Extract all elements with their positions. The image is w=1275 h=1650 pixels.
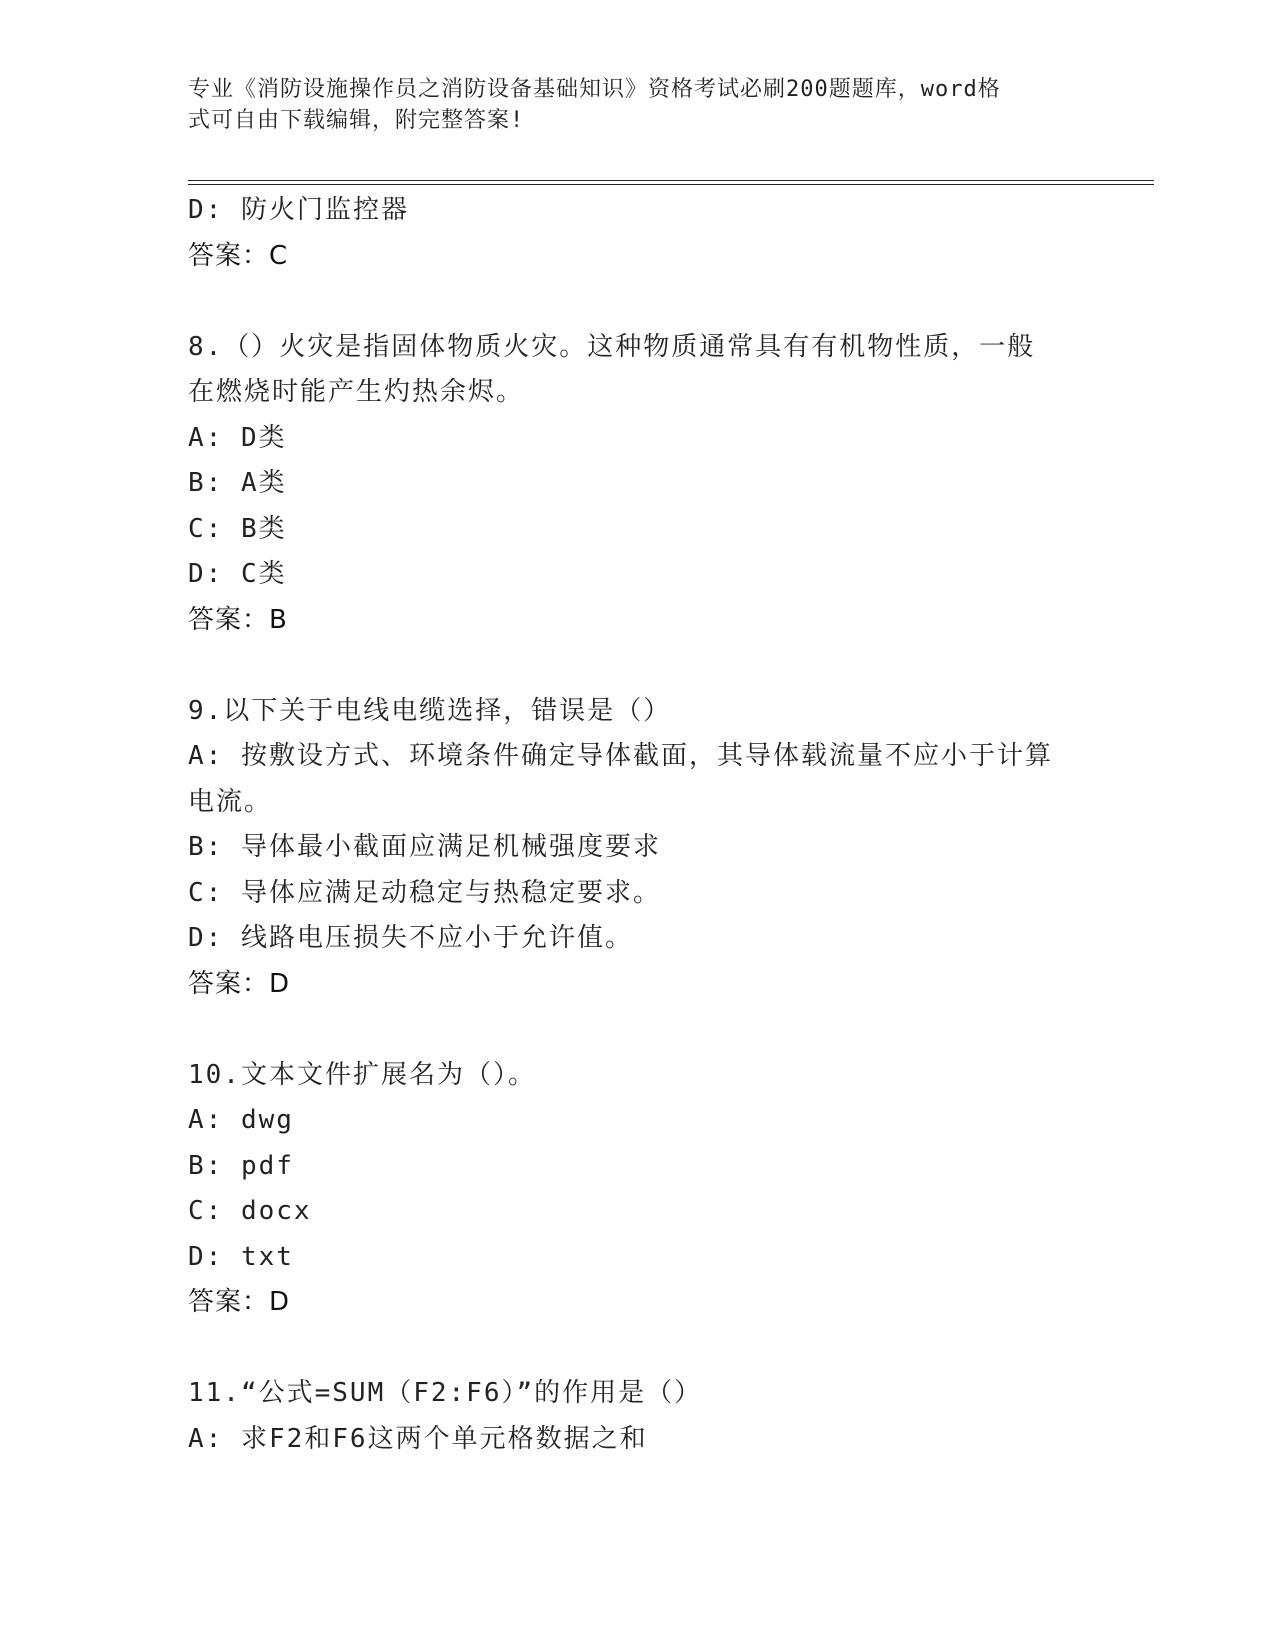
header-line-1: 专业《消防设施操作员之消防设备基础知识》资格考试必刷200题题库，word格	[188, 77, 1001, 102]
question-9-answer: 答案：D	[188, 968, 291, 999]
question-11-text: 11.“公式=SUM（F2:F6）”的作用是（）	[188, 1378, 703, 1408]
question-8-option-c: C: B类	[188, 513, 287, 544]
prev-option-d: D: 防火门监控器	[188, 195, 409, 225]
header-line-2: 式可自由下载编辑，附完整答案!	[188, 108, 525, 133]
question-8-option-d: D: C类	[188, 559, 287, 589]
header-rule-top	[188, 180, 1154, 181]
document-header	[188, 74, 1068, 136]
document-body	[188, 188, 1088, 1462]
question-9-option-a-line-2: 电流。	[188, 786, 273, 817]
question-10-answer: 答案：D	[188, 1287, 291, 1317]
prev-answer: 答案：C	[188, 240, 289, 271]
spacer	[188, 643, 1088, 689]
question-8-option-a: A: D类	[188, 422, 287, 453]
question-9-text: 9.以下关于电线电缆选择，错误是（）	[188, 695, 672, 726]
question-10-option-c: C: docx	[188, 1196, 312, 1226]
question-10-text: 10.文本文件扩展名为（）。	[188, 1059, 536, 1090]
question-9-option-d: D: 线路电压损失不应小于允许值。	[188, 923, 633, 953]
question-10-option-a: A: dwg	[188, 1105, 294, 1135]
question-8-answer: 答案：B	[188, 604, 288, 635]
spacer	[188, 279, 1088, 325]
spacer	[188, 1326, 1088, 1372]
question-9-option-b: B: 导体最小截面应满足机械强度要求	[188, 832, 661, 862]
question-8-text-line-1: 8.（）火灾是指固体物质火灾。这种物质通常具有有机物性质，一般	[188, 331, 1036, 362]
question-11-option-a: A: 求F2和F6这两个单元格数据之和	[188, 1423, 648, 1454]
question-9-option-a-line-1: A: 按敷设方式、环境条件确定导体截面，其导体载流量不应小于计算	[188, 741, 1053, 771]
header-rule-bottom	[188, 184, 1154, 185]
question-8-option-b: B: A类	[188, 468, 287, 498]
question-10-option-b: B: pdf	[188, 1150, 294, 1181]
question-10-option-d: D: txt	[188, 1241, 294, 1272]
question-9-option-c: C: 导体应满足动稳定与热稳定要求。	[188, 877, 661, 908]
spacer	[188, 1007, 1088, 1053]
question-8-text-line-2: 在燃烧时能产生灼热余烬。	[188, 377, 525, 407]
